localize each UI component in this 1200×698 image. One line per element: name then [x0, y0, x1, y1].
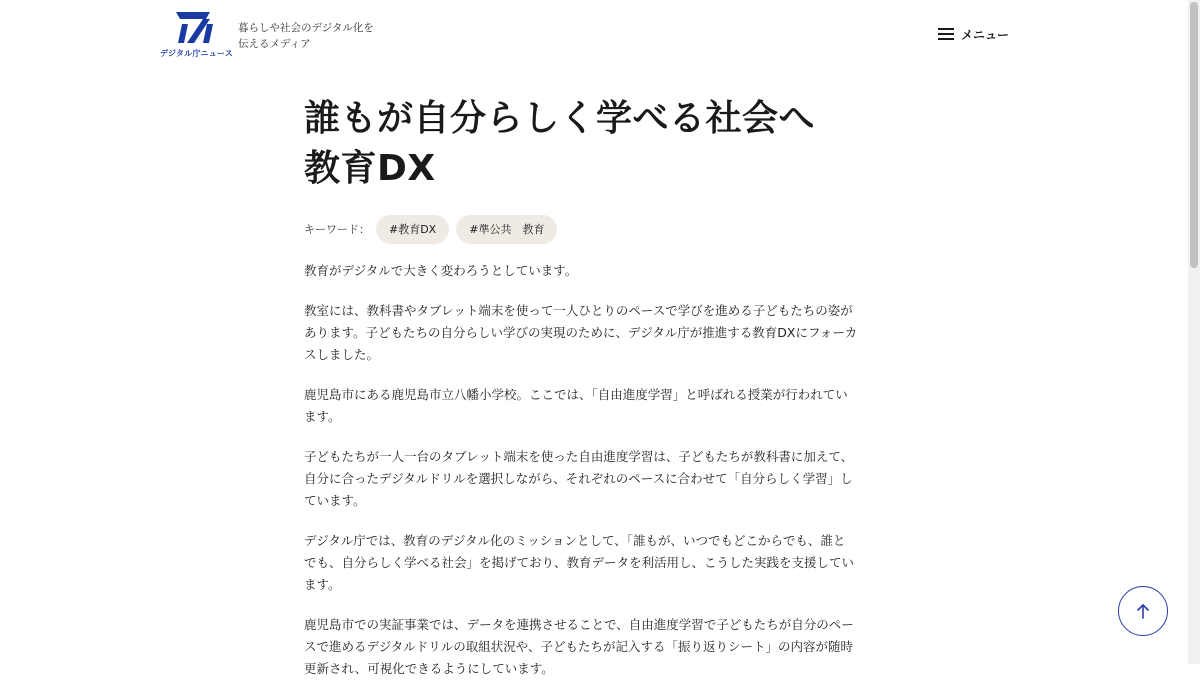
- article: [304, 94, 884, 698]
- logo-text: デジタル庁ニュース: [160, 49, 233, 58]
- paragraph-line: 鹿児島市での実証事業では、データを連携させることで、自由進度学習で子どもたちが自分のペー: [304, 617, 854, 632]
- keyword-tag[interactable]: #準公共 教育: [456, 215, 557, 244]
- paragraph-line: あります。子どもたちの自分らしい学びの実現のために、デジタル庁が推進する教育DXにフォーカ: [304, 325, 858, 340]
- menu-label: メニュー: [961, 27, 1010, 42]
- article-title: [304, 94, 884, 194]
- article-paragraph: [304, 300, 884, 366]
- tagline-line: 暮らしや社会のデジタル化を: [238, 22, 374, 34]
- paragraph-line: でも、自分らしく学べる社会」を掲げており、教育データを利活用し、こうした実践を支援してい: [304, 555, 855, 570]
- scrollbar-thumb[interactable]: [1190, 2, 1198, 268]
- paragraph-line: ています。: [304, 493, 366, 508]
- site-logo[interactable]: [160, 12, 233, 58]
- back-to-top-button[interactable]: [1118, 586, 1168, 636]
- paragraph-line: デジタル庁では、教育のデジタル化のミッションとして、「誰もが、いつでもどこからでも、誰と: [304, 533, 846, 548]
- arrow-up-icon: [1136, 603, 1150, 619]
- paragraph-line: ます。: [304, 577, 341, 592]
- hamburger-icon: [938, 28, 954, 40]
- paragraph-line: 子どもたちが一人一台のタブレット端末を使った自由進度学習は、子どもたちが教科書に加えて、: [304, 449, 854, 464]
- paragraph-line: 更新され、可視化できるようにしています。: [304, 661, 554, 676]
- paragraph-line: スしました。: [304, 347, 380, 362]
- article-body: [304, 260, 884, 680]
- article-paragraph: [304, 446, 884, 512]
- paragraph-line: 鹿児島市にある鹿児島市立八幡小学校。ここでは、「自由進度学習」と呼ばれる授業が行われてい: [304, 387, 848, 402]
- tagline-line: 伝えるメディア: [238, 38, 311, 50]
- title-line: 誰もが自分らしく学べる社会へ: [304, 98, 816, 139]
- paragraph-line: 教室には、教科書やタブレット端末を使って一人ひとりのペースで学びを進める子どもたちの姿が: [304, 303, 853, 318]
- menu-button[interactable]: [938, 24, 1009, 44]
- paragraph-line: 教育がデジタルで大きく変わろうとしています。: [304, 263, 578, 278]
- keyword-label: キーワード：: [304, 223, 370, 236]
- keyword-list: [304, 214, 884, 244]
- article-paragraph: [304, 384, 884, 428]
- paragraph-line: スで進めるデジタルドリルの取組状況や、子どもたちが記入する「振り返りシート」の内容が随時: [304, 639, 854, 654]
- paragraph-line: ます。: [304, 409, 341, 424]
- digital-agency-logo-icon: [174, 12, 214, 44]
- title-line: 教育DX: [304, 148, 436, 189]
- article-paragraph: [304, 530, 884, 596]
- site-tagline: [238, 20, 374, 52]
- paragraph-line: 自分に合ったデジタルドリルを選択しながら、それぞれのペースに合わせて「自分らしく学習」し: [304, 471, 853, 486]
- keyword-tag[interactable]: #教育DX: [376, 215, 449, 244]
- page-scrollbar[interactable]: [1188, 0, 1200, 664]
- article-paragraph: [304, 614, 884, 680]
- site-header: [0, 0, 1188, 80]
- article-paragraph: [304, 260, 884, 282]
